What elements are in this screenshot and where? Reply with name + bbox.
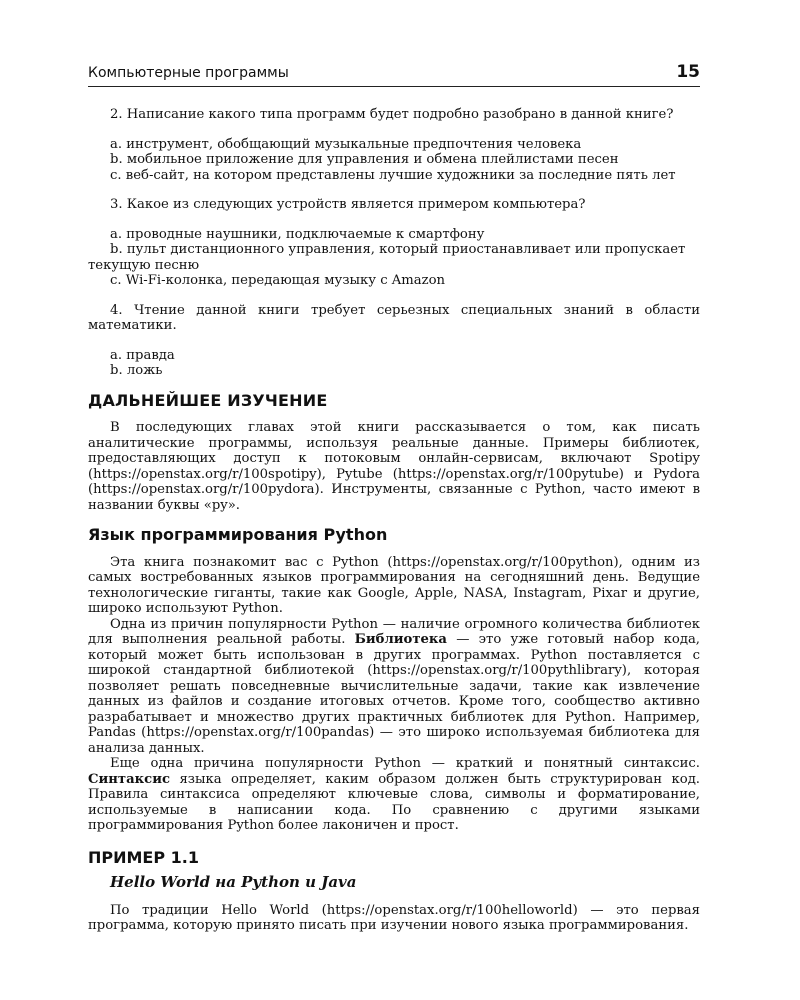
term-syntax: Синтаксис (88, 771, 171, 787)
question-3 (88, 197, 700, 289)
text-run: Одна из причин популярности Python — наличие огромного количества библиотек для выполнения реальной работы. (88, 616, 700, 647)
text-run: языка определяет, каким образом должен быть структурирован код. Правила синтаксиса определяют ключевые слова, символы и форматирование, используемые в написании кода. По сравнению с другими языками программирования Python более лаконичен и прост. (88, 771, 700, 833)
page-number: 15 (676, 62, 700, 82)
python-section-heading: Язык программирования Python (88, 525, 388, 544)
answer-option: a. инструмент, обобщающий музыкальные предпочтения человека (110, 136, 582, 152)
answer-option: a. правда (110, 347, 175, 363)
question-text: 3. Какое из следующих устройств является примером компьютера? (110, 197, 586, 212)
page-content (88, 107, 700, 934)
example-text: По традиции Hello World (https://openstax.org/r/100helloworld) — это первая программа, которую принято писать при изучении нового языка программирования. (88, 902, 700, 933)
example-heading: ПРИМЕР 1.1 (88, 847, 199, 867)
running-header (88, 62, 700, 87)
answer-option: a. проводные наушники, подключаемые к смартфону (110, 226, 485, 242)
further-study-text: В последующих главах этой книги рассказывается о том, как писать аналитические программы, используя реальные данные. Примеры библиотек, предоставляющих доступ к потоковым онлайн-сервисам, включают Spotipy (https://openstax.org/r/100spotipy), Pytube (https://openstax.org/r/100pytube) и Pydora (https://openstax.org/r/100pydora). Инструменты, связанные с Python, часто имеют в названии буквы «py». (88, 420, 700, 513)
chapter-title: Компьютерные программы (88, 65, 289, 81)
answer-option: c. веб-сайт, на котором представлены лучшие художники за последние пять лет (110, 167, 676, 183)
text-run: — это уже готовый набор кода, который может быть использован в других программах. Python поставляется с широкой стандартной библиотекой (https://openstax.org/r/100pythlibrary), которая позволяет решать повседневные вычислительные задачи, такие как извлечение данных из файлов и создание итоговых отчетов. Кроме того, сообщество активно разрабатывает и множество других практичных библиотек для Python. Например, Pandas (https://openstax.org/r/100pandas) — это широко используемая библиотека для анализа данных. (88, 632, 700, 756)
python-paragraph-1: Эта книга познакомит вас с Python (https://openstax.org/r/100python), одним из самых востребованных языков программирования на сегодняшний день. Ведущие технологические гиганты, такие как Google, Apple, NASA, Instagram, Pixar и другие, широко используют Python. (88, 554, 700, 616)
term-library: Библиотека (354, 632, 447, 647)
python-paragraph-2 (88, 617, 700, 757)
answer-option: c. Wi-Fi-колонка, передающая музыку с Amazon (110, 273, 446, 288)
question-text: 2. Написание какого типа программ будет подробно разобрано в данной книге? (110, 107, 674, 122)
python-paragraph-3 (88, 756, 700, 834)
example-title: Hello World на Python и Java (110, 873, 357, 891)
answer-option: b. мобильное приложение для управления и обмена плейлистами песен (110, 152, 619, 167)
question-2 (88, 107, 700, 183)
question-text: 4. Чтение данной книги требует серьезных специальных знаний в области математики. (88, 302, 700, 333)
question-4 (88, 303, 700, 379)
further-study-heading: ДАЛЬНЕЙШЕЕ ИЗУЧЕНИЕ (88, 390, 328, 410)
answer-option: b. ложь (110, 363, 163, 378)
answer-option: b. пульт дистанционного управления, который приостанавливает или пропускает текущую песню (88, 242, 686, 273)
text-run: Еще одна причина популярности Python — краткий и понятный синтаксис. (110, 756, 700, 771)
